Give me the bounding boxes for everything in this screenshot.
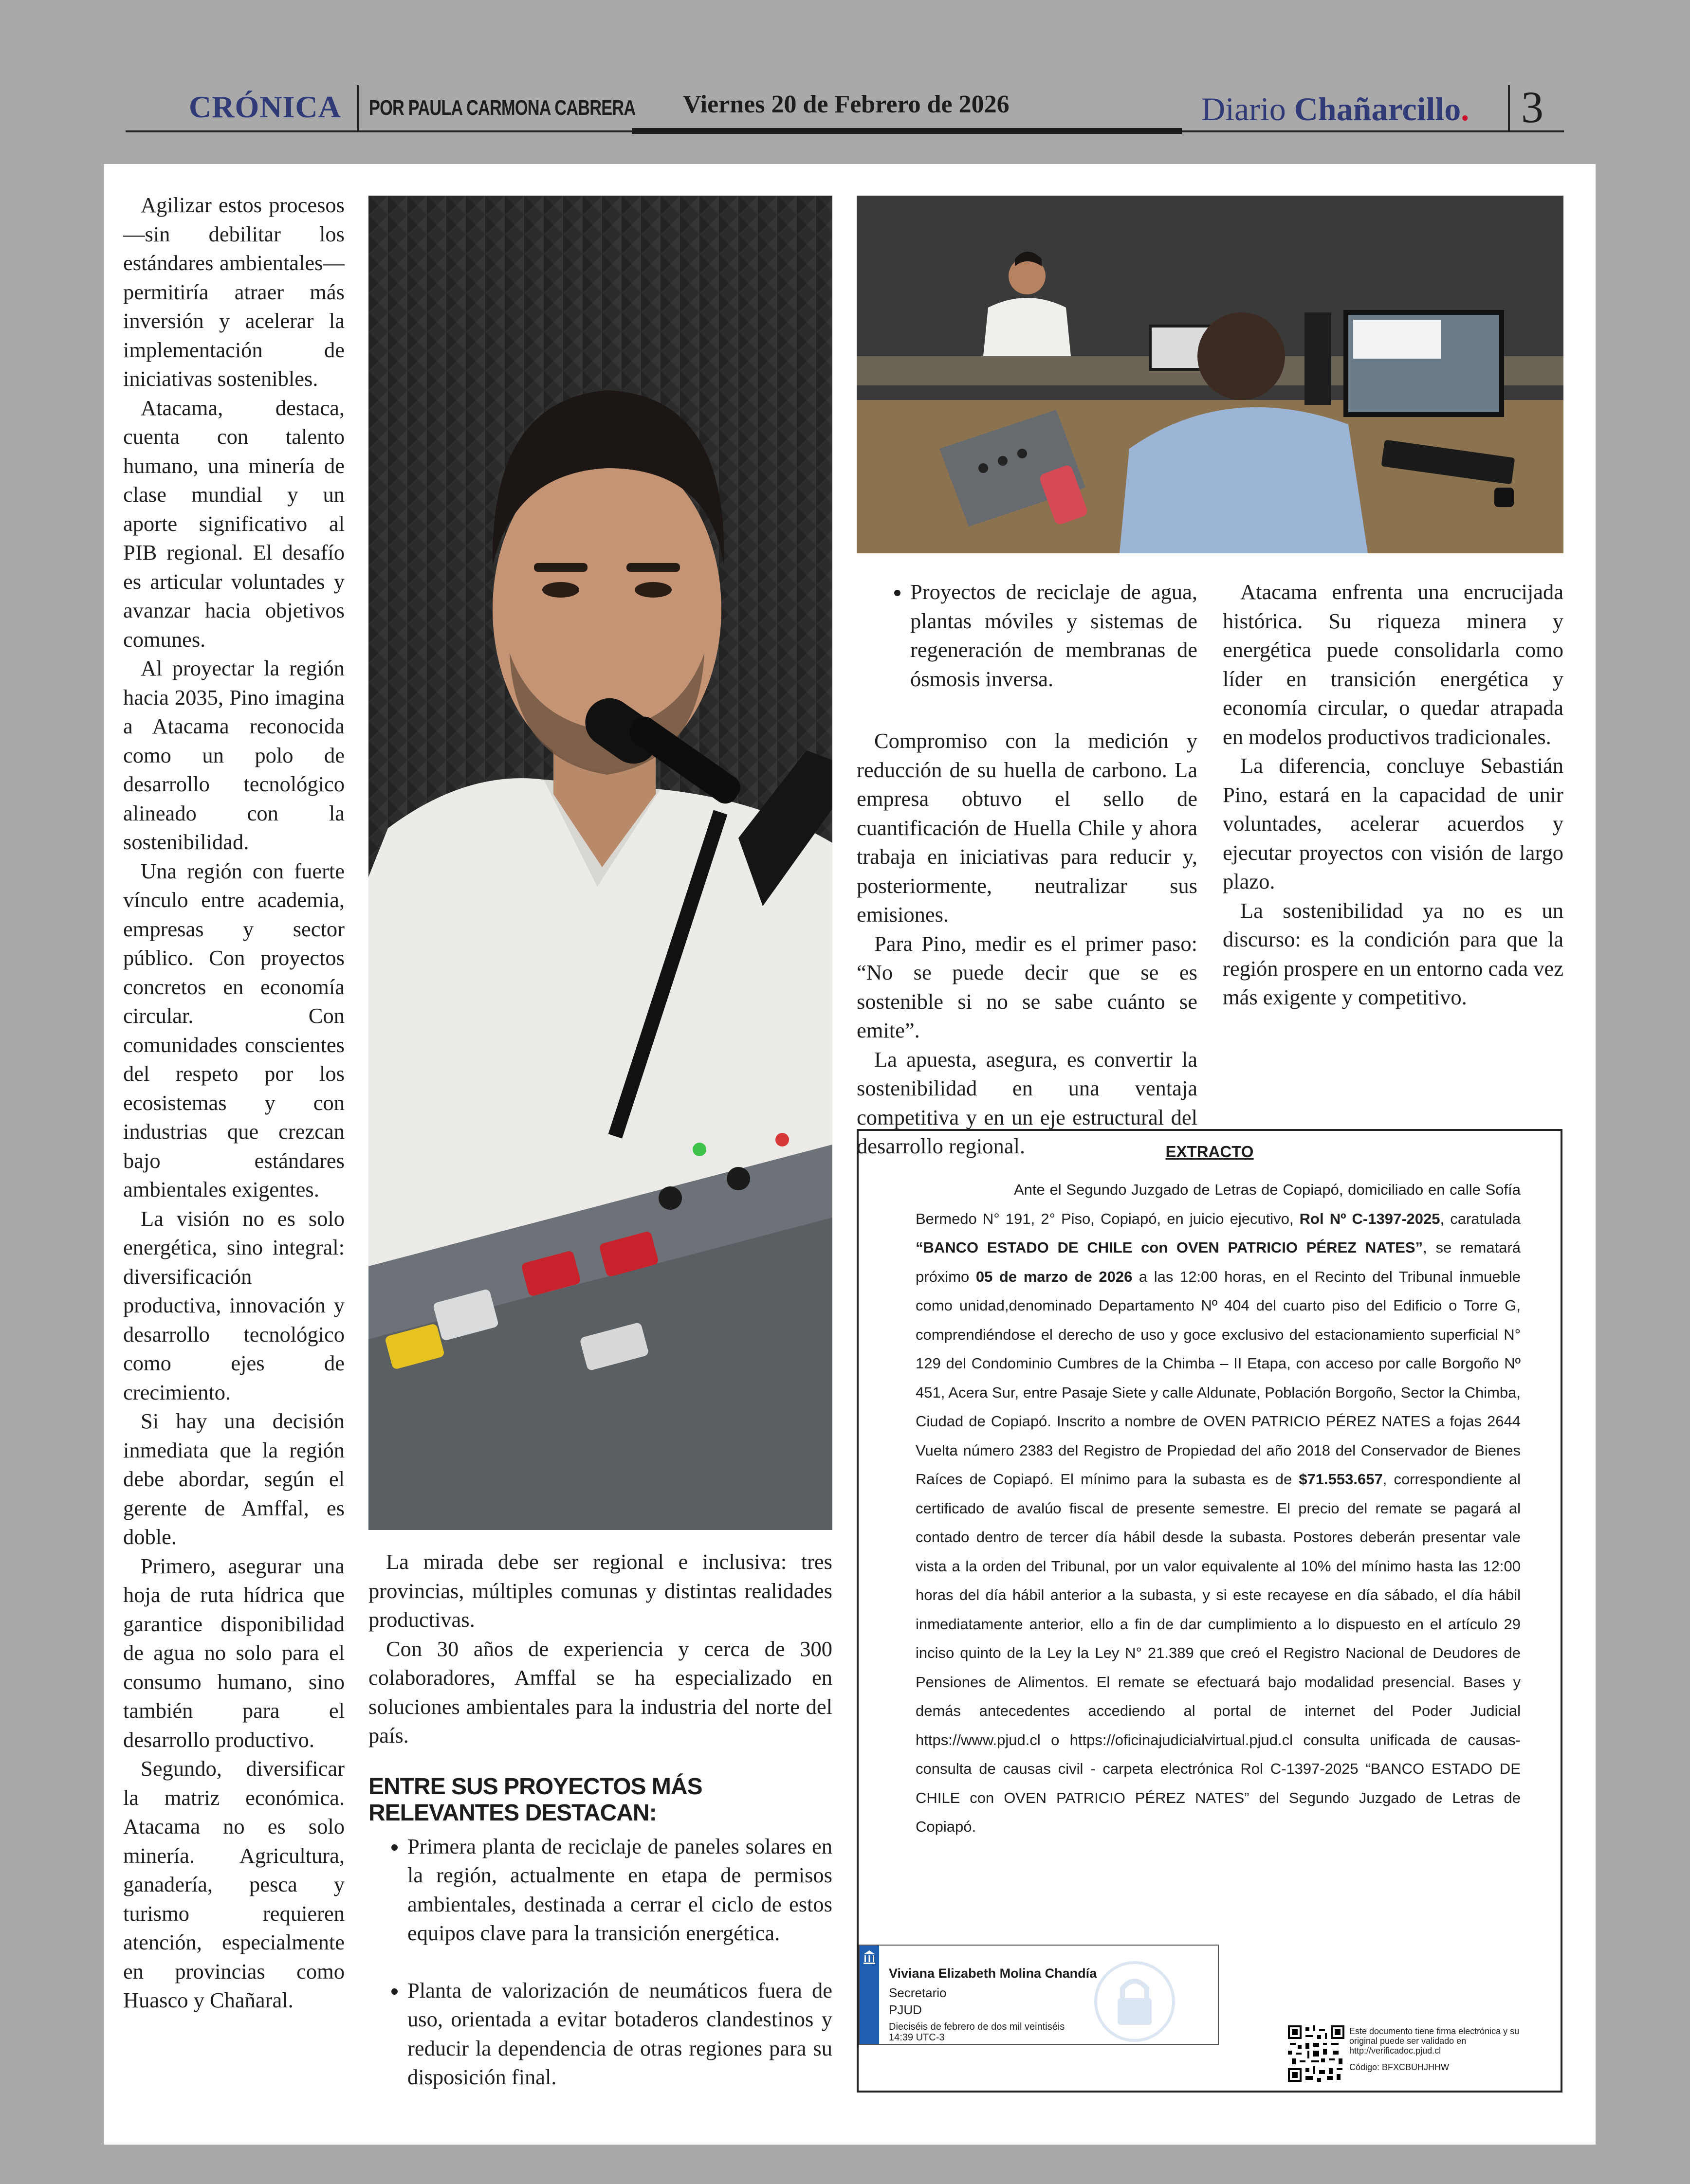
signature-timestamp <box>889 2021 1065 2043</box>
masthead-name: Chañarcillo <box>1294 91 1461 127</box>
studio-photo-illustration <box>857 196 1563 553</box>
paragraph: Agilizar estos procesos —sin debilitar los estándares ambientales— permitiría atraer más inversión y acelerar la implementación de iniciativas sostenibles. <box>123 193 345 391</box>
paragraph: La diferencia, concluye Sebastián Pino, estará en la capacidad de unir voluntades, acelerar acuerdos y ejecutar proyectos con visión de largo plazo. <box>1223 753 1563 893</box>
section-heading-line: RELEVANTES DESTACAN: <box>368 1800 657 1826</box>
studio-photo <box>857 196 1563 553</box>
section-heading-line: ENTRE SUS PROYECTOS MÁS <box>368 1773 702 1800</box>
section-title: CRÓNICA <box>189 90 341 124</box>
notice-text: , correspondiente al certificado de avalúo fiscal de presente semestre. El precio del remate se pagará al contado dentro de tercer día hábil desde la subasta. Postores deberán presentar vale vista a la orden del Tribunal, por un valor equivalente al 10% del mínimo hasta las 12:00 horas del día hábil anterior a la subasta, y si este recayese en día sábado, el día hábil inmediatamente anterior, ello a fin de dar cumplimiento a lo dispuesto en el artículo 29 inciso quinto de la Ley la Ley N° 21.389 que creó el Registro Nacional de Deudores de Pensiones de Alimentos. El remate se efectuará bajo modalidad presencial. Bases y demás antecedentes accediendo al portal de internet del Poder Judicial https://www.pjud.cl o https://oficinajudicialvirtual.pjud.cl consulta unificada de causas- consulta de causas civil - carpeta electrónica Rol C-1397-2025 “BANCO ESTADO DE CHILE con OVEN PATRICIO PÉREZ NATES” del Segundo Juzgado de Letras de Copiapó. <box>916 1471 1521 1835</box>
signer-role: Secretario <box>889 1985 947 2000</box>
paragraph: Segundo, diversificar la matriz económica. Atacama no es solo minería. Agricultura, ganadería, pesca y turismo requieren atención, especialmente en provincias como Huasco y Chañaral. <box>123 1756 345 2012</box>
header-divider <box>357 85 359 131</box>
paragraph: Una región con fuerte vínculo entre academia, empresas y sector público. Con proyectos concretos en economía circular. Con comunidades conscientes del respeto por los ecosistemas y con industrias que crezcan bajo estándares ambientales exigentes. <box>123 858 345 1201</box>
project-list <box>368 1832 832 2092</box>
qr-code-icon <box>1288 2025 1344 2082</box>
article-column-4 <box>1223 578 1563 1012</box>
portrait-photo-illustration <box>368 196 832 1530</box>
court-building-icon <box>860 1946 879 1970</box>
masthead-prefix: Diario <box>1201 91 1286 127</box>
pjud-bar <box>860 1946 879 2044</box>
paragraph: La sostenibilidad ya no es un discurso: es la condición para que la región prospere en un entorno cada vez más exigente y competitivo. <box>1223 898 1563 1009</box>
verification-note <box>1349 2026 1549 2072</box>
paragraph: La mirada debe ser regional e inclusiva: tres provincias, múltiples comunas y distintas realidades productivas. <box>368 1549 832 1632</box>
project-list <box>857 578 1197 693</box>
header-date-underline <box>632 128 1182 134</box>
minimum-bid: $71.553.657 <box>1299 1471 1383 1488</box>
signer-name: Viviana Elizabeth Molina Chandía <box>889 1966 1097 1981</box>
page-header <box>126 82 1564 134</box>
paragraph: Compromiso con la medición y reducción de su huella de carbono. La empresa obtuvo el sello de cuantificación de Huella Chile y ahora trabaja en iniciativas para reducir y, posteriormente, neutralizar sus emisiones. <box>857 728 1197 927</box>
list-item: • Primera planta de reciclaje de paneles solares en la región, actualmente en etapa de permisos ambientales, destinada a cerrar el ciclo de estos equipos clave para la transición energética. <box>407 1832 832 1948</box>
list-item: • Proyectos de reciclaje de agua, plantas móviles y sistemas de regeneración de membranas de ósmosis inversa. <box>910 578 1197 693</box>
notice-text: , se rematará próximo <box>916 1239 1521 1285</box>
case-number: Rol Nº C-1397-2025 <box>1299 1210 1440 1227</box>
signature-box <box>859 1945 1219 2045</box>
verification-code: Código: BFXCBUHJHHW <box>1349 2062 1450 2072</box>
paragraph: Al proyectar la región hacia 2035, Pino imagina a Atacama reconocida como un polo de desarrollo tecnológico alineado con la sostenibilidad. <box>123 656 345 854</box>
issue-date: Viernes 20 de Febrero de 2026 <box>683 91 1010 118</box>
page-number: 3 <box>1521 82 1543 132</box>
signer-org: PJUD <box>889 2002 922 2017</box>
header-divider <box>1508 85 1510 131</box>
masthead <box>1201 90 1469 128</box>
auction-date: 05 de marzo de 2026 <box>975 1268 1133 1285</box>
article-column-1 <box>123 191 345 2015</box>
notice-body <box>916 1175 1521 1841</box>
masthead-dot: . <box>1461 91 1470 127</box>
paragraph: Si hay una decisión inmediata que la región debe abordar, según el gerente de Amffal, es doble. <box>123 1409 345 1549</box>
article-column-3 <box>857 578 1197 1161</box>
paragraph: Primero, asegurar una hoja de ruta hídrica que garantice disponibilidad de agua no solo para el consumo humano, sino también para el desarrollo productivo. <box>123 1553 345 1752</box>
notice-text: , caratulada <box>1440 1210 1521 1227</box>
notice-title: EXTRACTO <box>1165 1143 1254 1161</box>
paragraph: La visión no es solo energética, sino integral: diversificación productiva, innovación y desarrollo tecnológico como ejes de crecimiento. <box>123 1206 345 1404</box>
paragraph: La apuesta, asegura, es convertir la sostenibilidad en una ventaja competitiva y en un eje estructural del desarrollo regional. <box>857 1047 1197 1158</box>
notice-text: Ante el Segundo Juzgado de Letras de Copiapó, domiciliado en calle Sofía Bermedo N° 191, 2° Piso, Copiapó, en juicio ejecutivo, <box>916 1181 1521 1227</box>
paragraph: Con 30 años de experiencia y cerca de 300 colaboradores, Amffal se ha especializado en soluciones ambientales para la industria del norte del país. <box>368 1636 832 1747</box>
lock-watermark-icon <box>1093 1960 1176 2043</box>
notice-text: a las 12:00 horas, en el Recinto del Tribunal inmueble como unidad,denominado Departamento Nº 404 del cuarto piso del Edificio o Torre G, comprendiéndose el derecho de uso y goce exclusivo del estacionamiento superficial N° 129 del Condominio Cumbres de la Chimba – II Etapa, con acceso por calle Borgoño Nº 451, Acera Sur, entre Pasaje Siete y calle Aldunate, Población Borgoño, Sector la Chimba, Ciudad de Copiapó. Inscrito a nombre de OVEN PATRICIO PÉREZ NATES a fojas 2644 Vuelta número 2383 del Registro de Propiedad del año 2018 del Conservador de Bienes Raíces de Copiapó. El mínimo para la subasta es de <box>916 1268 1521 1488</box>
verification-text: Este documento tiene firma electrónica y su original puede ser validado en http://verificadoc.pjud.cl <box>1349 2026 1520 2056</box>
byline: POR PAULA CARMONA CABRERA <box>369 96 636 120</box>
case-title: “BANCO ESTADO DE CHILE con OVEN PATRICIO PÉREZ NATES” <box>916 1239 1423 1256</box>
portrait-photo <box>368 196 832 1530</box>
list-item: • Planta de valorización de neumáticos fuera de uso, orientada a evitar botaderos clandestinos y reducir la dependencia de otras regiones para su disposición final. <box>407 1976 832 2092</box>
signature-time: 14:39 UTC-3 <box>889 2032 945 2043</box>
signature-date: Dieciséis de febrero de dos mil veintiséis <box>889 2021 1065 2032</box>
section-heading <box>368 1774 832 1826</box>
paragraph: Atacama enfrenta una encrucijada histórica. Su riqueza minera y energética puede consolidarla como líder en transición energética y economía circular, o quedar atrapada en modelos productivos tradicionales. <box>1223 580 1563 749</box>
paragraph: Para Pino, medir es el primer paso: “No se puede decir que se es sostenible si no se sabe cuánto se emite”. <box>857 931 1197 1042</box>
article-column-2 <box>368 1547 832 2120</box>
paragraph: Atacama, destaca, cuenta con talento humano, una minería de clase mundial y un aporte significativo al PIB regional. El desafío es articular voluntades y avanzar hacia objetivos comunes. <box>123 395 345 652</box>
legal-notice-box <box>857 1129 1562 2093</box>
